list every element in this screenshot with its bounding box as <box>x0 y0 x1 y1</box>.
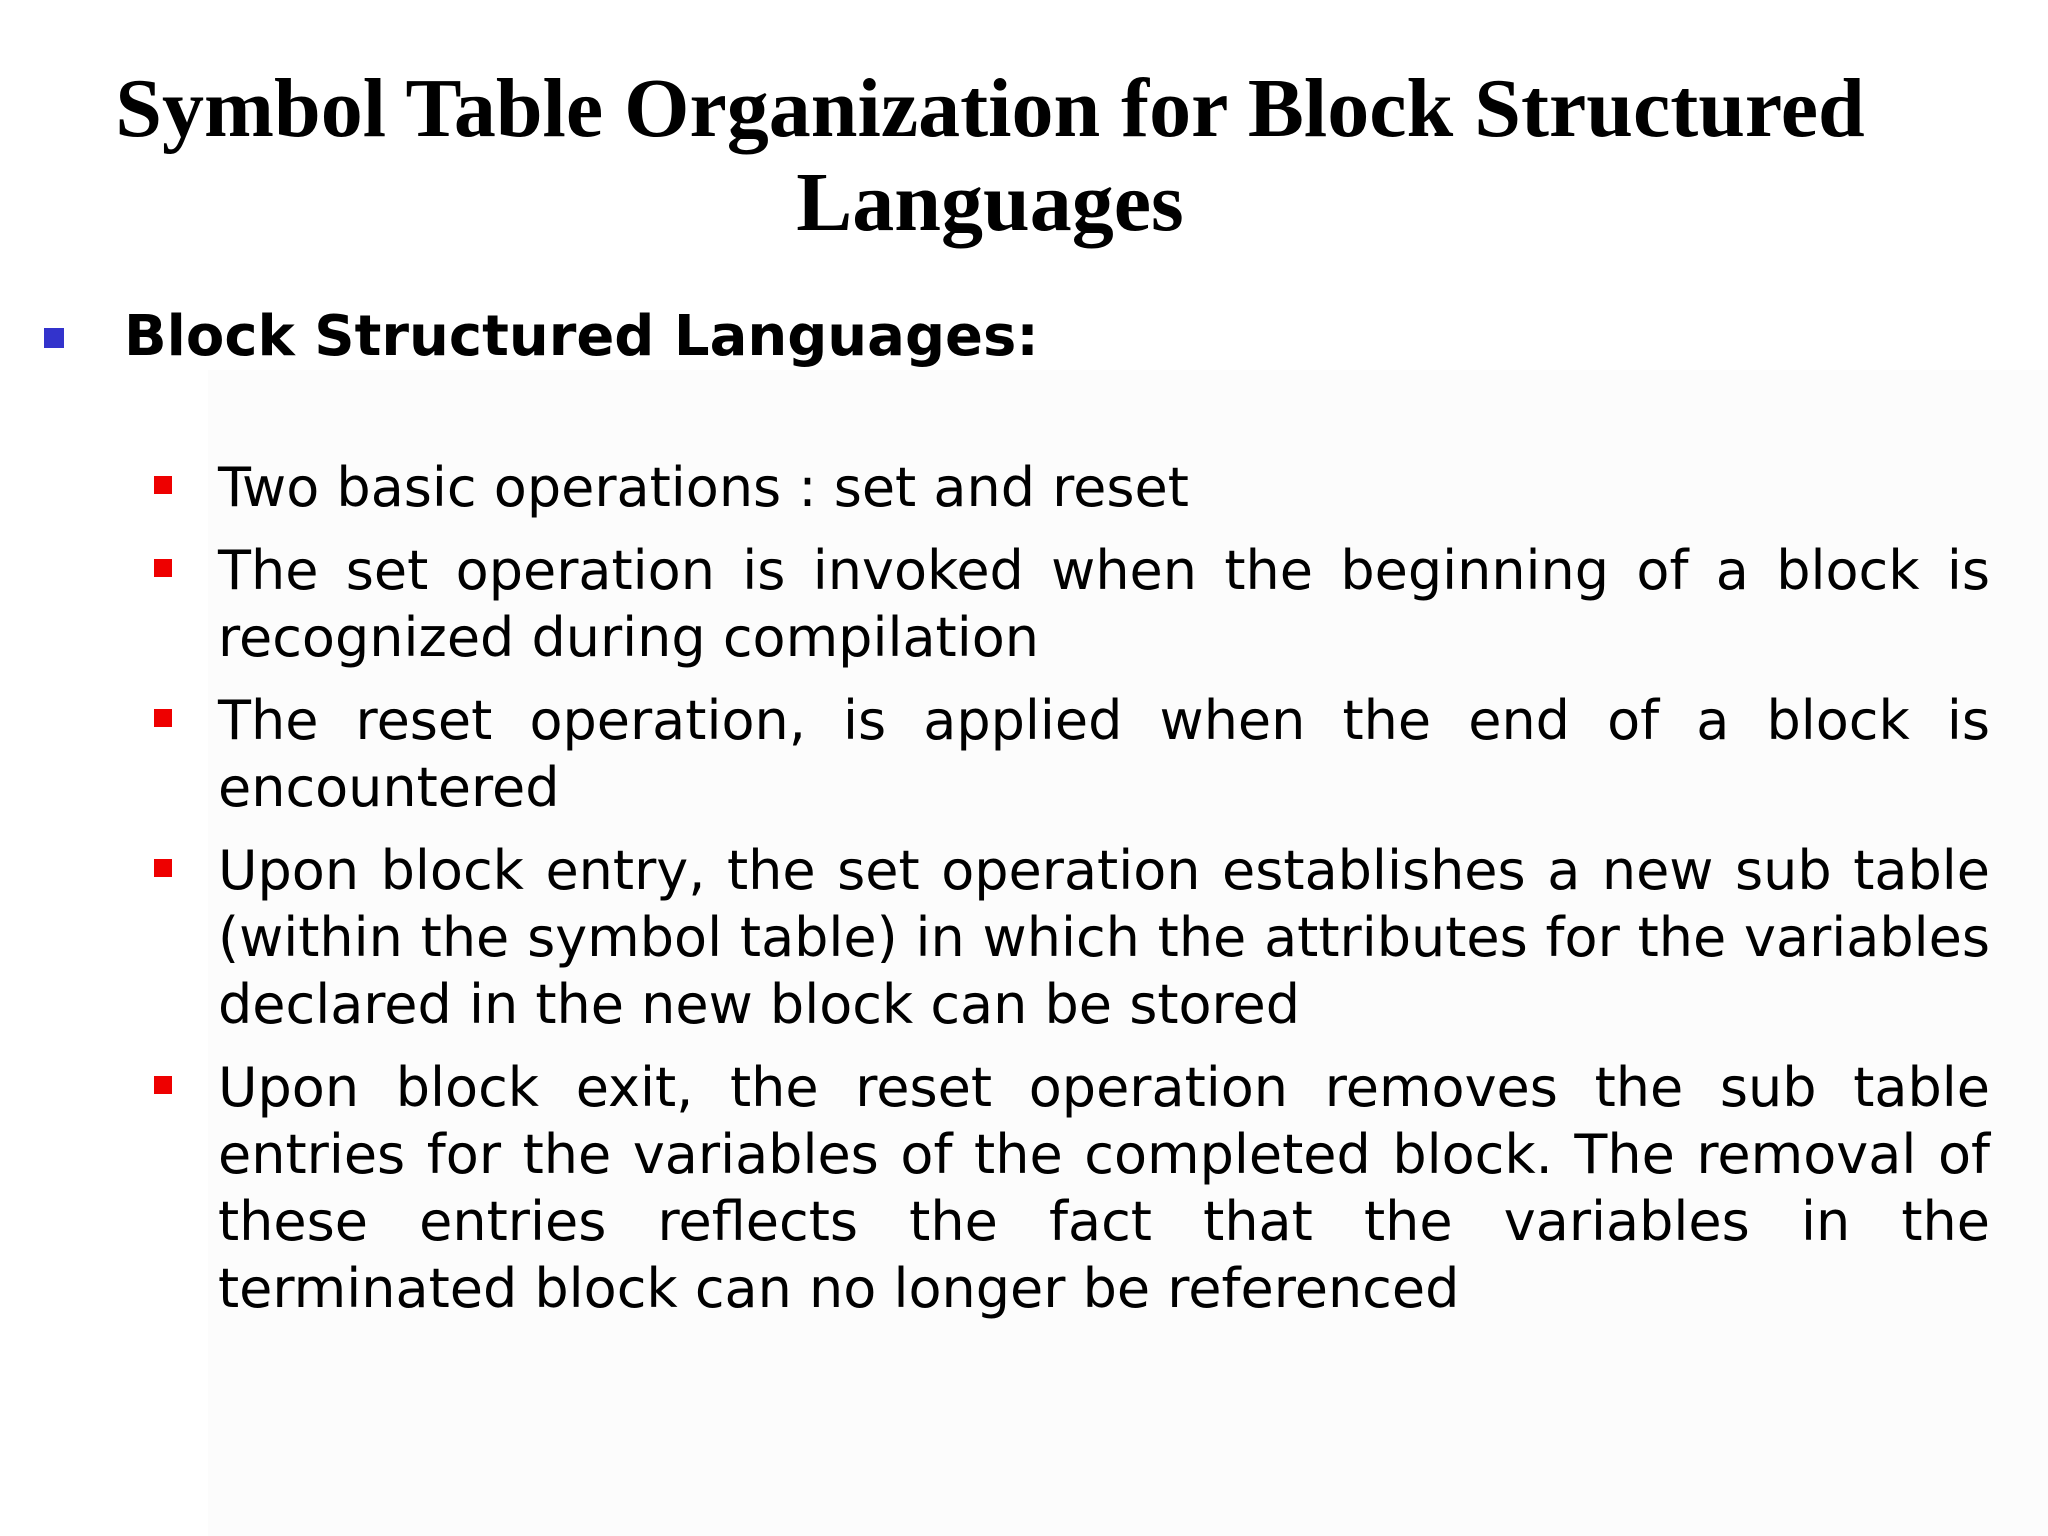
list-item <box>152 687 1990 821</box>
bullet-list <box>152 454 1990 1338</box>
slide-title: Symbol Table Organization for Block Structured Languages <box>115 62 1865 249</box>
bullet-icon <box>154 476 172 494</box>
list-item-text: Two basic operations : set and reset <box>218 456 1189 519</box>
bullet-icon <box>154 559 172 577</box>
list-item <box>152 454 1990 521</box>
list-item <box>152 837 1990 1038</box>
list-item <box>152 537 1990 671</box>
list-item-text: The set operation is invoked when the beginning of a block is recognized during compilation <box>218 539 1990 669</box>
main-bullet-icon <box>44 328 64 348</box>
list-item-text: Upon block entry, the set operation establishes a new sub table (within the symbol table) in which the attributes for the variables declared in the new block can be stored <box>218 839 1990 1036</box>
bullet-icon <box>154 1076 172 1094</box>
list-item <box>152 1054 1990 1322</box>
section-heading: Block Structured Languages: <box>124 304 1039 369</box>
bullet-icon <box>154 859 172 877</box>
bullet-icon <box>154 709 172 727</box>
list-item-text: Upon block exit, the reset operation removes the sub table entries for the variables of the completed block. The removal of these entries reflects the fact that the variables in the terminated block can no longer be referenced <box>218 1056 1990 1320</box>
list-item-text: The reset operation, is applied when the end of a block is encountered <box>218 689 1990 819</box>
